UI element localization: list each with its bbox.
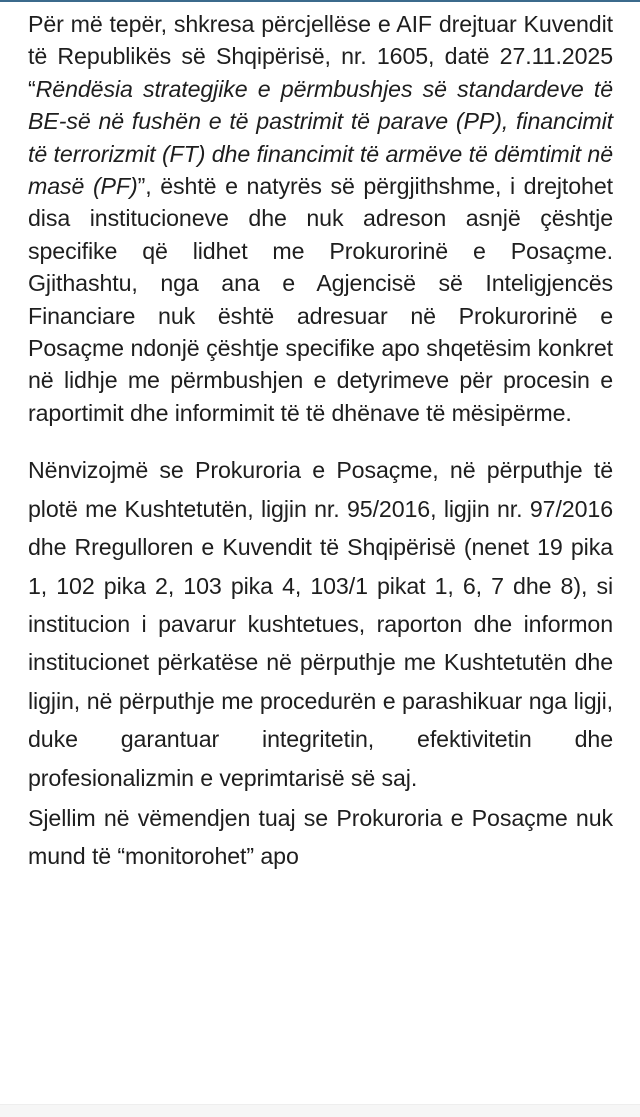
paragraph-legal-basis bbox=[28, 451, 613, 797]
paragraph-text-monitoring: Sjellim në vëmendjen tuaj se Prokuroria e Posaçme nuk mund të “monitorohet” apo bbox=[28, 804, 613, 870]
paragraph-monitoring bbox=[28, 799, 613, 876]
paragraph-text-body: ”, është e natyrës së përgjithshme, i drejtohet disa institucioneve dhe nuk adreson asnjë çështje specifike që lidhet me Prokurorinë e Posaçme. Gjithashtu, nga ana e Agjencisë së Inteligjencës Financiare nuk është adresuar në Prokurorinë e Posaçme ndonjë çështje specifike apo shqetësim konkret në lidhje me përmbushjen e detyrimeve për procesin e raportimit dhe informimit të të dhënave të mësipërme. bbox=[28, 173, 613, 426]
paragraph-text-legal-basis: Nënvizojmë se Prokuroria e Posaçme, në përputhje të plotë me Kushtetutën, ligjin nr. 95/2016, ligjin nr. 97/2016 dhe Rregulloren e Kuvendit të Shqipërisë (nenet 19 pika 1, 102 pika 2, 103 pika 4, 103/1 pikat 1, 6, 7 dhe 8), si institucion i pavarur kushtetues, raporton dhe informon institucionet përkatëse në përputhje me Kushtetutën dhe ligjin, në përputhje me procedurën e parashikuar nga ligji, duke garantuar integritetin, efektivitetin dhe profesionalizmin e veprimtarisë së saj. bbox=[28, 457, 613, 791]
paragraph-text-letter-title: Rëndësia strategjike e përmbushjes së standardeve të BE-së në fushën e të pastrimit të parave (PP), financimit të terrorizmit (FT) dhe financimit të armëve të dëmtimit në masë (PF) bbox=[28, 75, 613, 200]
top-accent-bar bbox=[0, 0, 640, 2]
paragraph-text-intro: Për më tepër, shkresa përcjellëse e AIF drejtuar Kuvendit të Republikës së Shqipërisë, nr. 1605, datë 27.11.2025 “ bbox=[28, 11, 613, 102]
paragraph-aif-letter bbox=[28, 8, 613, 429]
document-page bbox=[28, 8, 613, 876]
page-bottom-edge bbox=[0, 1104, 640, 1117]
